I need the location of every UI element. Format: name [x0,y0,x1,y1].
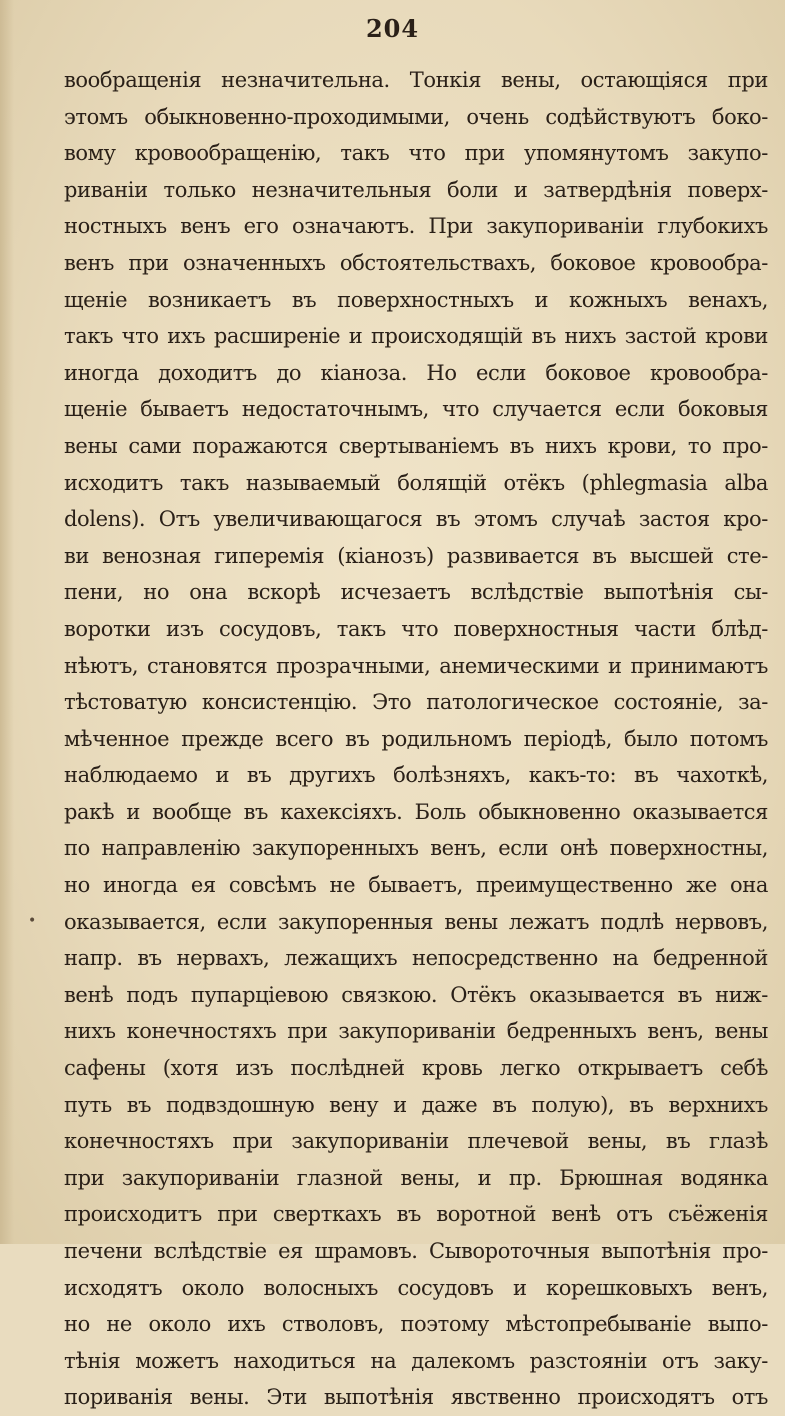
text-line: ракѣ и вообще въ кахексіяхъ. Боль обыкновенно оказывается [64,799,768,824]
text-line: напр. въ нервахъ, лежащихъ непосредственно на бедренной [64,946,768,971]
text-line: по направленію закупоренныхъ венъ, если онѣ поверхностны, [64,836,768,861]
text-line: но иногда ея совсѣмъ не бываетъ, преимущественно же она [64,873,768,898]
text-line: мѣченное прежде всего въ родильномъ періодѣ, было потомъ [64,726,768,751]
text-line: происходитъ при сверткахъ въ воротной венѣ отъ съёженія [64,1202,768,1227]
text-line: щеніе возникаетъ въ поверхностныхъ и кожныхъ венахъ, [64,287,768,312]
text-line: наблюдаемо и въ другихъ болѣзняхъ, какъ-то: въ чахоткѣ, [64,763,768,788]
text-line: при закупориваніи глазной вены, и пр. Брюшная водянка [64,1165,768,1190]
page-edge-shadow [0,0,14,1244]
text-line: dolens). Отъ увеличивающагося въ этомъ случаѣ застоя кро- [64,507,768,532]
text-line: тѣнія можетъ находиться на далекомъ разстояніи отъ заку- [64,1348,768,1373]
text-line: оказывается, если закупоренныя вены лежатъ подлѣ нервовъ, [64,909,768,934]
text-line: конечностяхъ при закупориваніи плечевой вены, въ глазѣ [64,1129,768,1154]
page-number: 204 [365,14,420,43]
body-text [64,62,768,1416]
margin-mark: • [28,913,37,929]
text-line: но не около ихъ стволовъ, поэтому мѣстопребываніе выпо- [64,1312,768,1337]
text-line: нихъ конечностяхъ при закупориваніи бедренныхъ венъ, вены [64,1019,768,1044]
text-line: пени, но она вскорѣ исчезаетъ вслѣдствіе выпотѣнія сы- [64,580,768,605]
text-line: исходятъ около волосныхъ сосудовъ и корешковыхъ венъ, [64,1275,768,1300]
text-line: печени вслѣдствіе ея шрамовъ. Сывороточныя выпотѣнія про- [64,1239,768,1263]
text-line: вены сами поражаются свертываніемъ въ нихъ крови, то про- [64,433,768,458]
text-line: венѣ подъ пупарціевою связкою. Отёкъ оказывается въ ниж- [64,982,768,1007]
text-line: вообращенія незначительна. Тонкія вены, остающіяся при [64,68,768,92]
text-line: тѣстоватую консистенцію. Это патологическое состояніе, за- [64,690,768,715]
text-line: вому кровообращенію, такъ что при упомянутомъ закупо- [64,141,768,166]
text-line: ностныхъ венъ его означаютъ. При закупориваніи глубокихъ [64,214,768,239]
text-line: воротки изъ сосудовъ, такъ что поверхностныя части блѣд- [64,616,768,641]
text-line: ви венозная гиперемія (кіанозъ) развивается въ высшей сте- [64,543,768,568]
text-line: этомъ обыкновенно-проходимыми, очень содѣйствуютъ боко- [64,104,768,129]
text-line: пориванія вены. Эти выпотѣнія явственно происходятъ отъ [64,1385,768,1410]
text-line: путь въ подвздошную вену и даже въ полую), въ верхнихъ [64,1092,768,1117]
text-line: венъ при означенныхъ обстоятельствахъ, боковое кровообра- [64,250,768,275]
text-line: щеніе бываетъ недостаточнымъ, что случается если боковыя [64,397,768,422]
text-line: исходитъ такъ называемый болящій отёкъ (phlegmasia alba [64,470,768,495]
text-line: такъ что ихъ расширеніе и происходящій въ нихъ застой крови [64,324,768,349]
text-line: сафены (хотя изъ послѣдней кровь легко открываетъ себѣ [64,1056,768,1081]
text-line: риваніи только незначительныя боли и затвердѣнія поверх- [64,177,768,202]
text-line: нѣютъ, становятся прозрачными, анемическими и принимаютъ [64,653,768,678]
text-line: иногда доходитъ до кіаноза. Но если боковое кровообра- [64,360,768,385]
